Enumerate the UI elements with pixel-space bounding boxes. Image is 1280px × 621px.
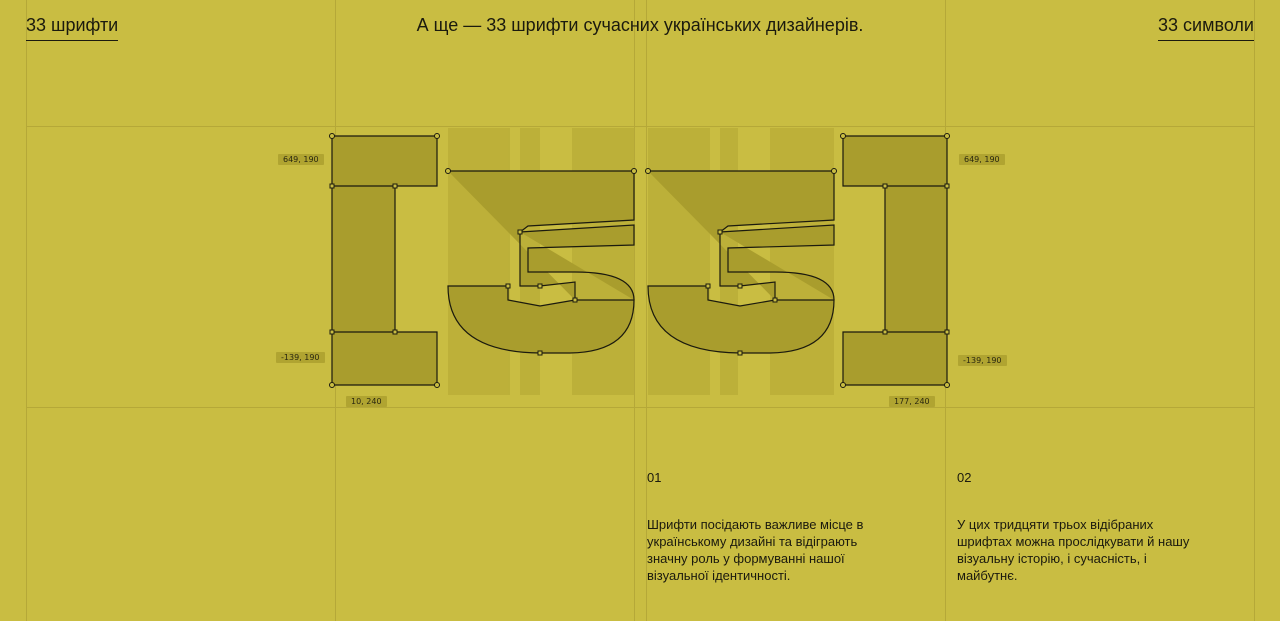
note-number: 02: [957, 470, 972, 485]
coord-label: 10, 240: [346, 396, 387, 407]
note-number: 01: [647, 470, 662, 485]
coord-label: 177, 240: [889, 396, 935, 407]
coord-label: -139, 190: [958, 355, 1007, 366]
note-text: У цих тридцяти трьох відібраних шрифтах можна прослідкувати й нашу візуальну історію, і сучасність, і майбутнє.: [957, 517, 1190, 583]
coord-label: 649, 190: [278, 154, 324, 165]
page-headline: А ще — 33 шрифти сучасних українських дизайнерів.: [416, 15, 864, 35]
nav-link-symbols[interactable]: 33 символи: [1158, 14, 1254, 41]
coord-label: -139, 190: [276, 352, 325, 363]
coord-label: 649, 190: [959, 154, 1005, 165]
note-text: Шрифти посідають важливе місце в українському дизайні та відіграють значну роль у формуванні нашої візуальної ідентичності.: [647, 517, 864, 583]
nav-link-fonts[interactable]: 33 шрифти: [26, 14, 118, 41]
